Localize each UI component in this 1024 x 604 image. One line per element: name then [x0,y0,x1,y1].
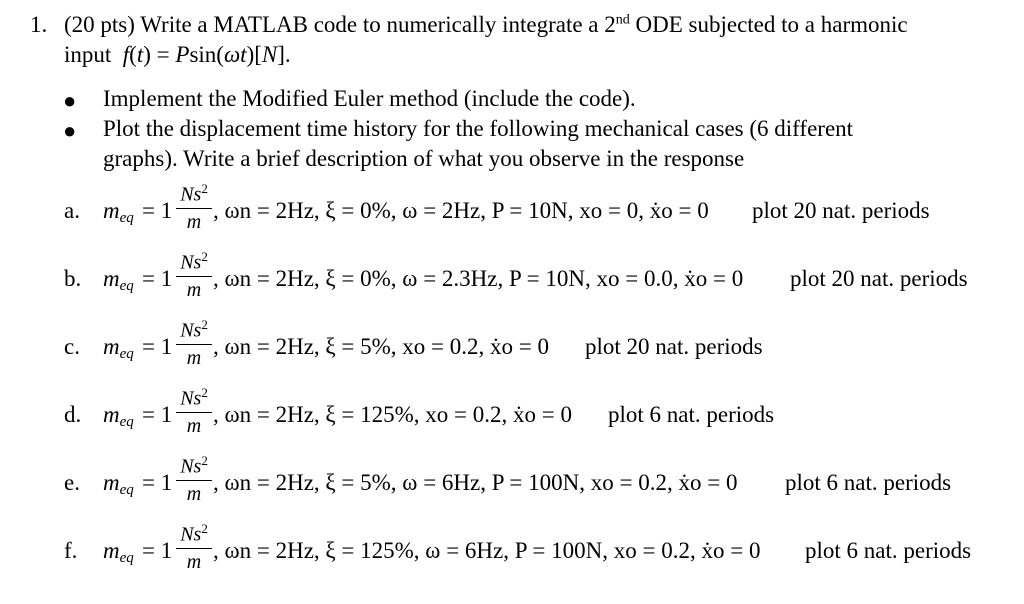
fraction-bar [176,548,212,549]
case-letter: c. [64,334,80,359]
case-letter: b. [64,266,82,291]
fraction [176,518,212,573]
fraction-bar [176,276,212,277]
case-a [0,176,1024,240]
meq-symbol: $m_{eq}$ [103,198,134,226]
case-letter: a. [64,198,80,223]
fraction-denominator: m [186,347,202,370]
bullet-dot: ● [63,118,77,143]
equals-one: = 1 [142,402,173,427]
plot-instruction: plot 20 nat. periods [585,334,763,359]
fraction [176,178,212,233]
question-heading: (20 pts) Write a MATLAB code to numerically integrate a 2nd ODE subjected to a harmonic [64,12,908,37]
fraction-bar [176,480,212,481]
equals-one: = 1 [142,470,173,495]
fraction-numerator: Ns$^2$ [180,181,208,206]
fraction-numerator: Ns$^2$ [180,317,208,342]
plot-instruction: plot 20 nat. periods [790,266,968,291]
fraction-bar [176,208,212,209]
case-params: , ωn = 2Hz, ξ = 0%, ω = 2Hz, P = 10N, xo = 0, ẋo = 0 [213,198,709,223]
bullet-dot: ● [63,88,77,113]
fraction-numerator: Ns$^2$ [180,521,208,546]
case-params: , ωn = 2Hz, ξ = 5%, xo = 0.2, ẋo = 0 [213,334,550,359]
case-params: , ωn = 2Hz, ξ = 0%, ω = 2.3Hz, P = 10N, xo = 0.0, ẋo = 0 [213,266,744,291]
fraction-bar [176,412,212,413]
equals-one: = 1 [142,266,173,291]
fraction-denominator: m [186,483,202,506]
case-params: , ωn = 2Hz, ξ = 125%, ω = 6Hz, P = 100N, xo = 0.2, ẋo = 0 [213,538,761,563]
question-number: 1. [30,12,48,37]
plot-instruction: plot 20 nat. periods [752,198,930,223]
fraction-numerator: Ns$^2$ [180,249,208,274]
fraction [176,246,212,301]
fraction-denominator: m [186,279,202,302]
case-params: , ωn = 2Hz, ξ = 5%, ω = 6Hz, P = 100N, xo = 0.2, ẋo = 0 [213,470,738,495]
case-f [0,516,1024,580]
fraction-denominator: m [186,551,202,574]
case-e [0,448,1024,512]
bullet-text-2: Plot the displacement time history for the following mechanical cases (6 different [103,116,854,141]
fraction [176,314,212,369]
fraction [176,450,212,505]
meq-symbol: $m_{eq}$ [103,266,134,294]
case-letter: e. [64,470,80,495]
bullet-text-2-cont: graphs). Write a brief description of what you observe in the response [103,146,745,171]
meq-symbol: $m_{eq}$ [103,402,134,430]
equals-one: = 1 [142,334,173,359]
fraction-numerator: Ns$^2$ [180,453,208,478]
equals-one: = 1 [142,538,173,563]
meq-symbol: $m_{eq}$ [103,334,134,362]
fraction [176,382,212,437]
fraction-denominator: m [186,211,202,234]
case-d [0,380,1024,444]
case-c [0,312,1024,376]
case-letter: d. [64,402,82,427]
meq-symbol: $m_{eq}$ [103,470,134,498]
question-heading-line2: input f(t) = Psin(ωt)[N]. [64,42,291,67]
fraction-denominator: m [186,415,202,438]
meq-symbol: $m_{eq}$ [103,538,134,566]
plot-instruction: plot 6 nat. periods [785,470,952,495]
case-b [0,244,1024,308]
plot-instruction: plot 6 nat. periods [805,538,972,563]
equals-one: = 1 [142,198,173,223]
bullet-text-1: Implement the Modified Euler method (include the code). [103,86,636,111]
fraction-numerator: Ns$^2$ [180,385,208,410]
plot-instruction: plot 6 nat. periods [608,402,775,427]
case-params: , ωn = 2Hz, ξ = 125%, xo = 0.2, ẋo = 0 [213,402,573,427]
fraction-bar [176,344,212,345]
case-letter: f. [64,538,78,563]
